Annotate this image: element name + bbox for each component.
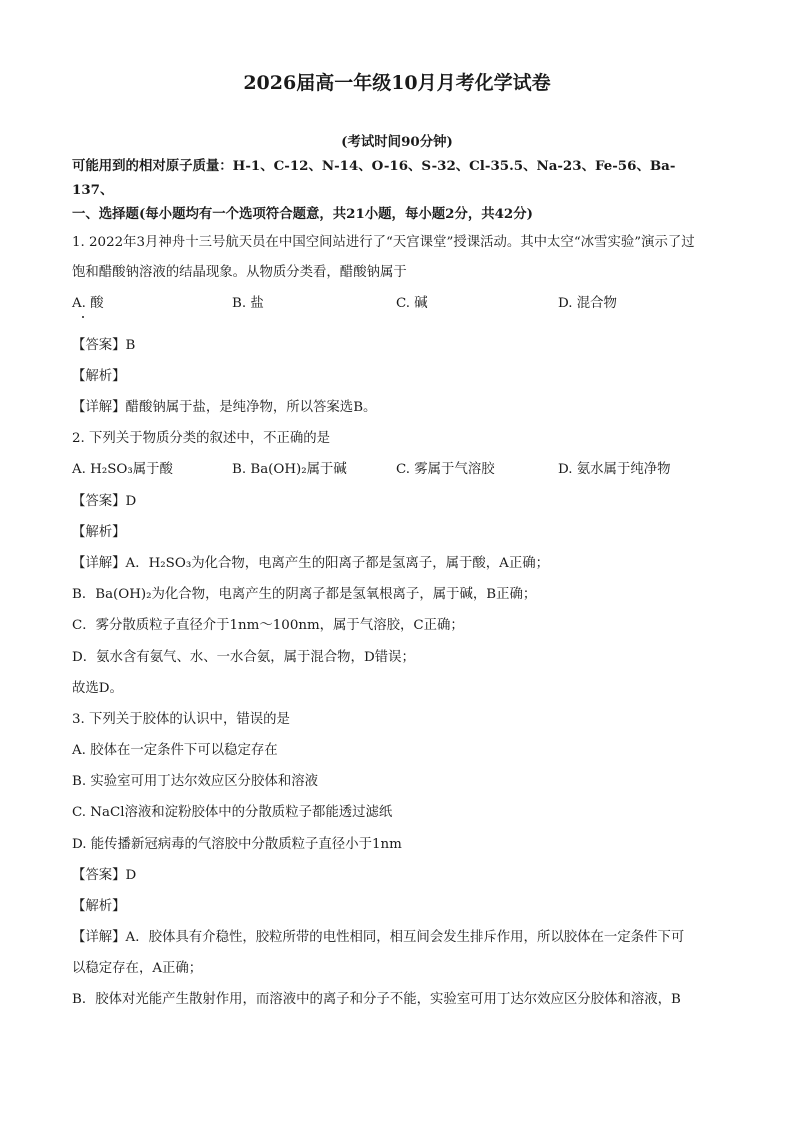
stray-dot-mark [82,316,84,318]
q2-option-a: A. H₂SO₃属于酸 [72,462,173,477]
q3-analysis-label: 【解析】 [72,899,126,914]
q2-answer: 【答案】D [72,494,137,509]
q2-detail-b: B．Ba(OH)₂为化合物，电离产生的阴离子都是氢氧根离子，属于碱，B正确； [72,587,537,602]
q1-analysis-label: 【解析】 [72,369,126,384]
q3-option-d: D. 能传播新冠病毒的气溶胶中分散质粒子直径小于1nm [72,837,402,852]
q1-answer: 【答案】B [72,338,136,353]
q3-option-b: B. 实验室可用丁达尔效应区分胶体和溶液 [72,774,318,789]
q2-conclusion: 故选D。 [72,681,123,696]
q2-analysis-label: 【解析】 [72,525,126,540]
q3-answer: 【答案】D [72,868,137,883]
q3-option-c: C. NaCl溶液和淀粉胶体中的分散质粒子都能透过滤纸 [72,805,393,820]
q2-detail-c: C．雾分散质粒子直径介于1nm～100nm，属于气溶胶，C正确； [72,618,464,633]
page-title: 2026届高一年级10月月考化学试卷 [243,72,551,94]
q2-option-c: C. 雾属于气溶胶 [396,462,495,477]
q3-detail-b-line-1: B．胶体对光能产生散射作用，而溶液中的离子和分子不能，实验室可用丁达尔效应区分胶体和溶液，B [72,992,681,1007]
q2-option-d: D. 氨水属于纯净物 [558,462,671,477]
q1-option-b: B. 盐 [232,296,264,311]
atomic-mass-line-2: 137、 [72,182,114,198]
q3-detail-a-line-2: 以稳定存在，A正确； [72,961,203,976]
q1-option-d: D. 混合物 [558,296,617,311]
q1-option-a: A. 酸 [72,296,104,311]
q2-option-b: B. Ba(OH)₂属于碱 [232,462,347,477]
q1-stem-line-2: 饱和醋酸钠溶液的结晶现象。从物质分类看，醋酸钠属于 [72,265,407,280]
section-heading-choice: 一、选择题(每小题均有一个选项符合题意，共21小题，每小题2分，共42分) [72,206,533,222]
q1-detail: 【详解】醋酸钠属于盐，是纯净物，所以答案选B。 [72,400,377,415]
q1-option-c: C. 碱 [396,296,428,311]
q2-detail-a: 【详解】A．H₂SO₃为化合物，电离产生的阳离子都是氢离子，属于酸，A正确； [72,556,550,571]
q2-stem: 2. 下列关于物质分类的叙述中，不正确的是 [72,431,331,446]
q3-option-a: A. 胶体在一定条件下可以稳定存在 [72,743,278,758]
q1-stem-line-1: 1. 2022年3月神舟十三号航天员在中国空间站进行了“天宫课堂”授课活动。其中太空“冰雪实验”演示了过 [72,235,695,250]
exam-time: (考试时间90分钟) [341,134,453,150]
atomic-mass-line-1: 可能用到的相对原子质量：H-1、C-12、N-14、O-16、S-32、Cl-35.5、Na-23、Fe-56、Ba- [72,158,676,174]
q2-detail-d: D．氨水含有氨气、水、一水合氨，属于混合物，D错误； [72,650,415,665]
q3-stem: 3. 下列关于胶体的认识中，错误的是 [72,712,290,727]
q3-detail-a-line-1: 【详解】A．胶体具有介稳性，胶粒所带的电性相同，相互间会发生排斥作用，所以胶体在一定条件下可 [72,930,685,945]
